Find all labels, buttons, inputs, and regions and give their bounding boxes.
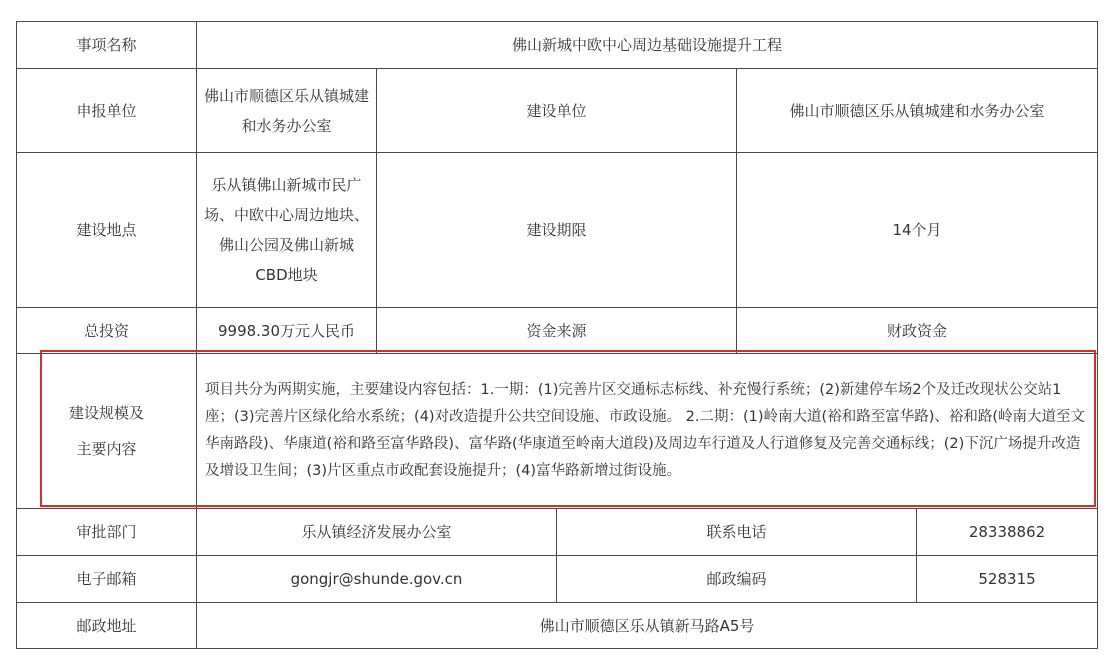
address-label: 邮政地址 xyxy=(17,603,197,649)
scope-label-line2: 主要内容 xyxy=(76,440,137,458)
postcode-value: 528315 xyxy=(917,556,1098,603)
investment-label: 总投资 xyxy=(17,308,197,354)
builder-value: 佛山市顺德区乐从镇城建和水务办公室 xyxy=(737,69,1098,153)
scope-label-line1: 建设规模及 xyxy=(68,404,144,422)
row-applicant xyxy=(17,69,1098,153)
row-approval xyxy=(17,509,1098,556)
project-name-label: 事项名称 xyxy=(17,22,197,69)
period-label: 建设期限 xyxy=(377,153,737,308)
applicant-label: 申报单位 xyxy=(17,69,197,153)
email-value: gongjr@shunde.gov.cn xyxy=(197,556,557,603)
applicant-value: 佛山市顺德区乐从镇城建和水务办公室 xyxy=(197,69,377,153)
investment-value: 9998.30万元人民币 xyxy=(197,308,377,354)
fund-source-label: 资金来源 xyxy=(377,308,737,354)
row-email xyxy=(17,556,1098,603)
address-value: 佛山市顺德区乐从镇新马路A5号 xyxy=(197,603,1098,649)
row-address xyxy=(17,603,1098,649)
approval-dept-label: 审批部门 xyxy=(17,509,197,556)
phone-value: 28338862 xyxy=(917,509,1098,556)
postcode-label: 邮政编码 xyxy=(557,556,917,603)
project-info-table xyxy=(16,21,1098,649)
row-location xyxy=(17,153,1098,308)
period-value: 14个月 xyxy=(737,153,1098,308)
location-value: 乐从镇佛山新城市民广场、中欧中心周边地块、佛山公园及佛山新城CBD地块 xyxy=(197,153,377,308)
scope-value: 项目共分为两期实施，主要建设内容包括：1.一期：(1)完善片区交通标志标线、补充慢行系统；(2)新建停车场2个及迁改现状公交站1座；(3)完善片区绿化给水系统；(4)对改造提升公共空间设施、市政设施。 2.二期：(1)岭南大道(裕和路至富华路)、裕和路(岭南大道至文华南路段)、华康道(裕和路至富华路段)、富华路(华康道至岭南大道段)及周边车行道及人行道修复及完善交通标线；(2)下沉广场提升改造及增设卫生间；(3)片区重点市政配套设施提升；(4)富华路新增过街设施。 xyxy=(197,354,1098,509)
email-label: 电子邮箱 xyxy=(17,556,197,603)
project-name-value: 佛山新城中欧中心周边基础设施提升工程 xyxy=(197,22,1098,69)
project-info-table-wrapper xyxy=(16,21,1098,649)
location-label: 建设地点 xyxy=(17,153,197,308)
row-scope xyxy=(17,354,1098,509)
row-project-name xyxy=(17,22,1098,69)
scope-label xyxy=(17,354,197,509)
fund-source-value: 财政资金 xyxy=(737,308,1098,354)
phone-label: 联系电话 xyxy=(557,509,917,556)
builder-label: 建设单位 xyxy=(377,69,737,153)
approval-dept-value: 乐从镇经济发展办公室 xyxy=(197,509,557,556)
row-investment xyxy=(17,308,1098,354)
